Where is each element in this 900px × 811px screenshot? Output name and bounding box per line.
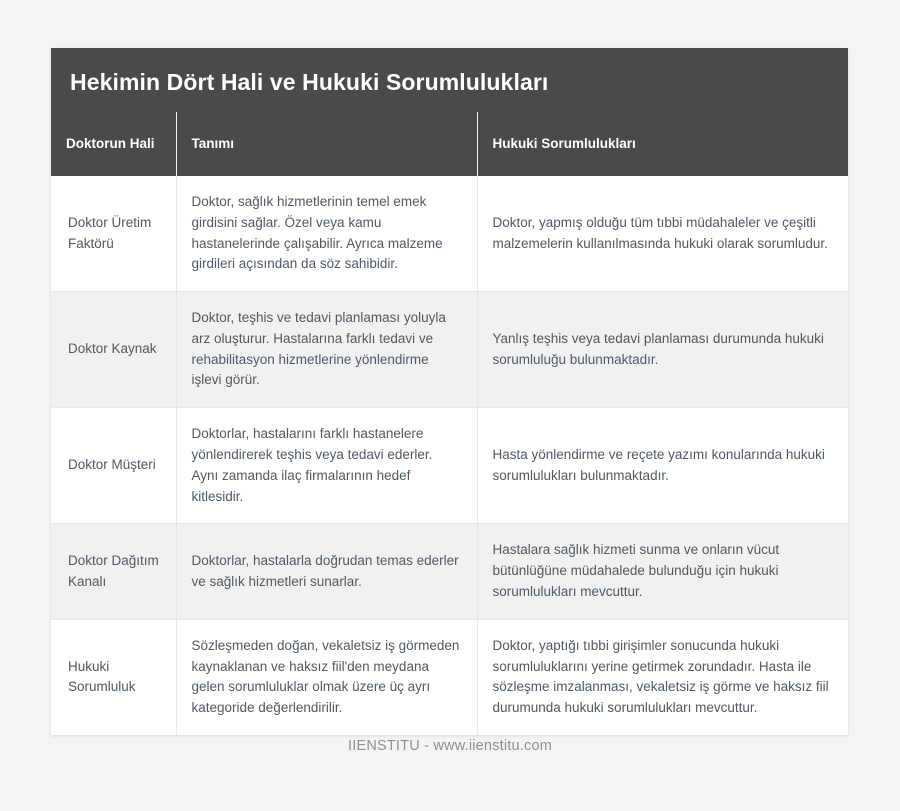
cell-tanim: Doktorlar, hastalarla doğrudan temas ederler ve sağlık hizmetleri sunarlar.	[176, 524, 477, 619]
column-header-tanimi: Tanımı	[176, 112, 477, 176]
cell-sorumluluk: Hasta yönlendirme ve reçete yazımı konularında hukuki sorumlulukları bulunmaktadır.	[477, 408, 848, 524]
cell-sorumluluk: Doktor, yaptığı tıbbi girişimler sonucunda hukuki sorumluluklarını yerine getirmek zorundadır. Hasta ile sözleşme imzalanması, vekaletsiz iş görme ve haksız fiil durumunda hukuki sorumlulukları mevcuttur.	[477, 619, 848, 735]
column-header-hukuki-sorumluluklari: Hukuki Sorumlulukları	[477, 112, 848, 176]
table-card	[51, 48, 848, 735]
cell-tanim: Doktor, teşhis ve tedavi planlaması yoluyla arz oluşturur. Hastalarına farklı tedavi ve rehabilitasyon hizmetlerine yönlendirme işlevi görür.	[176, 292, 477, 408]
table-body	[51, 176, 848, 735]
cell-tanim: Sözleşmeden doğan, vekaletsiz iş görmeden kaynaklanan ve haksız fiil'den meydana gelen sorumluluklar olmak üzere üç ayrı kategoride değerlendirilir.	[176, 619, 477, 735]
table-row	[51, 292, 848, 408]
cell-sorumluluk: Doktor, yapmış olduğu tüm tıbbi müdahaleler ve çeşitli malzemelerin kullanılmasında hukuki olarak sorumludur.	[477, 176, 848, 292]
cell-hal: Hukuki Sorumluluk	[51, 619, 176, 735]
table-row	[51, 176, 848, 292]
table-row	[51, 408, 848, 524]
table-row	[51, 524, 848, 619]
cell-hal: Doktor Kaynak	[51, 292, 176, 408]
page-title: Hekimin Dört Hali ve Hukuki Sorumlulukları	[51, 48, 848, 112]
table-header	[51, 112, 848, 176]
cell-sorumluluk: Hastalara sağlık hizmeti sunma ve onların vücut bütünlüğüne müdahalede bulunduğu için hukuki sorumlulukları mevcuttur.	[477, 524, 848, 619]
column-header-doktorun-hali: Doktorun Hali	[51, 112, 176, 176]
table-row	[51, 619, 848, 735]
cell-hal: Doktor Dağıtım Kanalı	[51, 524, 176, 619]
table-header-row	[51, 112, 848, 176]
cell-tanim: Doktorlar, hastalarını farklı hastanelere yönlendirerek teşhis veya tedavi ederler. Aynı zamanda ilaç firmalarının hedef kitlesidir.	[176, 408, 477, 524]
cell-tanim: Doktor, sağlık hizmetlerinin temel emek girdisini sağlar. Özel veya kamu hastanelerinde çalışabilir. Ayrıca malzeme girdileri açısından da söz sahibidir.	[176, 176, 477, 292]
footer-attribution: IIENSTITU - www.iienstitu.com	[348, 738, 552, 754]
cell-sorumluluk: Yanlış teşhis veya tedavi planlaması durumunda hukuki sorumluluğu bulunmaktadır.	[477, 292, 848, 408]
cell-hal: Doktor Üretim Faktörü	[51, 176, 176, 292]
cell-hal: Doktor Müşteri	[51, 408, 176, 524]
responsibilities-table	[51, 112, 848, 735]
